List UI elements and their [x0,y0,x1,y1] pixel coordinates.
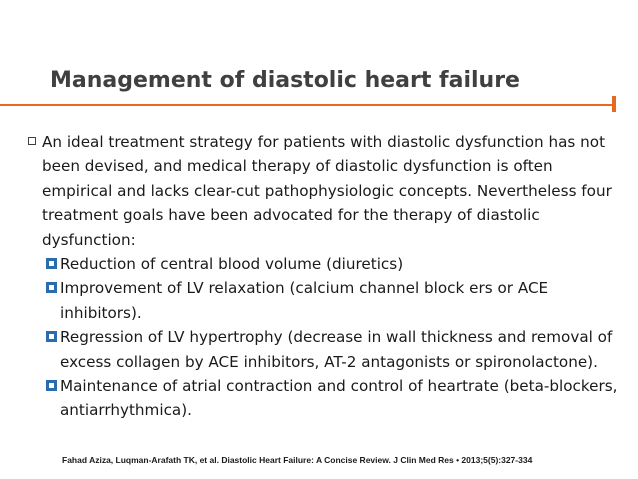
square-bullet-icon [46,331,57,342]
goal-text: Maintenance of atrial contraction and control of heartrate (beta-blockers, antiarrhythmica). [60,377,618,420]
list-item [42,276,618,325]
goal-text: Reduction of central blood volume (diuretics) [60,255,404,274]
title-area [0,0,638,118]
goal-text: Regression of LV hypertrophy (decrease in wall thickness and removal of excess collagen by ACE inhibitors, AT-2 antagonists or spironolactone). [60,328,613,371]
citation: Fahad Aziza, Luqman-Arafath TK, et al. Diastolic Heart Failure: A Concise Review. J Clin Med Res • 2013;5(5):327-334 [62,455,533,465]
intro-text: An ideal treatment strategy for patients with diastolic dysfunction has not been devised, and medical therapy of diastolic dysfunction is often empirical and lacks clear-cut pathophysiologic concepts. Nevertheless four treatment goals have been advocated for the therapy of diastolic dysfunction: [42,133,612,249]
list-item [42,252,618,276]
square-bullet-icon [46,282,57,293]
goal-text: Improvement of LV relaxation (calcium channel block ers or ACE inhibitors). [60,279,549,322]
title-underline [0,104,612,106]
hollow-square-bullet-icon [28,137,36,145]
goals-list [28,252,618,423]
list-item [42,374,618,423]
square-bullet-icon [46,380,57,391]
square-bullet-icon [46,258,57,269]
list-item [42,325,618,374]
slide-title: Management of diastolic heart failure [50,68,520,93]
intro-bullet [28,130,618,252]
slide-body [28,130,618,423]
title-underline-cap [612,96,616,112]
